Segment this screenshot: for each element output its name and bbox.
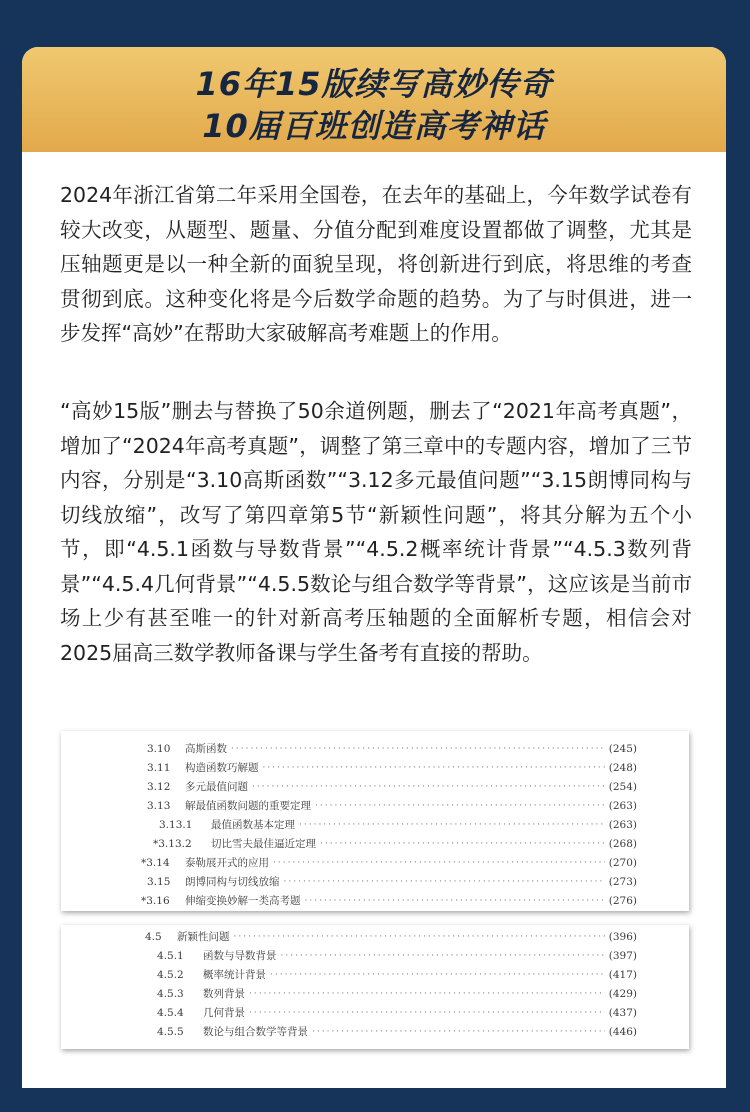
toc-leader-dots — [234, 928, 605, 947]
toc-title: 数列背景 — [203, 988, 245, 1000]
toc-excerpt-chapter-4 — [61, 925, 689, 1049]
intro-paragraph: 2024年浙江省第二年采用全国卷，在去年的基础上，今年数学试卷有较大改变，从题型、题量、分值分配到难度设置都做了调整，尤其是压轴题更是以一种全新的面貌呈现，将创新进行到底，将思维的考查贯彻到底。这种变化将是今后数学命题的趋势。为了与时俱进，进一步发挥“高妙”在帮助大家破解高考难题上的作用。 — [60, 183, 692, 345]
toc-number: *3.13.2 — [153, 838, 192, 850]
toc-leader-dots — [231, 740, 605, 759]
toc-page-number: (276) — [608, 895, 637, 907]
toc-leader-dots — [273, 854, 605, 873]
banner-title-line-1: 16年15版续写高妙传奇 — [195, 65, 553, 103]
toc-leader-dots — [305, 892, 605, 911]
banner-title-line-2: 10届百班创造高考神话 — [202, 107, 546, 145]
toc-leader-dots — [249, 985, 605, 1004]
toc-row — [157, 1023, 637, 1042]
content-card — [22, 47, 726, 1088]
toc-page-number: (396) — [608, 931, 637, 943]
toc-page-number: (263) — [608, 819, 637, 831]
toc-leader-dots — [312, 1023, 605, 1042]
toc-title: 多元最值问题 — [185, 781, 248, 793]
toc-leader-dots — [270, 966, 605, 985]
toc-number: 4.5.1 — [157, 950, 184, 962]
toc-title: 伸缩变换妙解一类高考题 — [185, 895, 301, 907]
title-banner — [22, 47, 726, 152]
toc-page-number: (429) — [608, 988, 637, 1000]
toc-number: 4.5 — [145, 931, 162, 943]
toc-title: 构造函数巧解题 — [185, 762, 259, 774]
toc-number: 3.12 — [147, 781, 171, 793]
changes-paragraph: “高妙15版”删去与替换了50余道例题，删去了“2021年高考真题”，增加了“2024年高考真题”，调整了第三章中的专题内容，增加了三节内容，分别是“3.10高斯函数”“3.12多元最值问题”“3.15朗博同构与切线放缩”，改写了第四章第5节“新颖性问题”，将其分解为五个小节，即“4.5.1函数与导数背景”“4.5.2概率统计背景”“4.5.3数列背景”“4.5.4几何背景”“4.5.5数论与组合数学等背景”，这应该是当前市场上少有甚至唯一的针对新高考压轴题的全面解析专题，相信会对2025届高三数学教师备课与学生备考有直接的帮助。 — [60, 399, 692, 665]
toc-number: *3.14 — [141, 857, 170, 869]
toc-page-number: (270) — [608, 857, 637, 869]
toc-page-number: (248) — [608, 762, 637, 774]
toc-row — [147, 759, 637, 778]
toc-row — [145, 928, 637, 947]
toc-number: 4.5.3 — [157, 988, 184, 1000]
toc-page-number: (417) — [608, 969, 637, 981]
toc-excerpt-chapter-3 — [61, 731, 689, 911]
toc-number: 4.5.5 — [157, 1026, 184, 1038]
toc-number: 3.15 — [147, 876, 171, 888]
toc-number: 3.11 — [147, 762, 171, 774]
toc-leader-dots — [263, 759, 605, 778]
toc-number: 4.5.2 — [157, 969, 184, 981]
toc-title: 数论与组合数学等背景 — [203, 1026, 308, 1038]
toc-leader-dots — [252, 778, 605, 797]
toc-page-number: (437) — [608, 1007, 637, 1019]
toc-title: 新颖性问题 — [177, 931, 230, 943]
toc-leader-dots — [299, 816, 605, 835]
toc-title: 几何背景 — [203, 1007, 245, 1019]
toc-page-number: (273) — [608, 876, 637, 888]
toc-leader-dots — [249, 1004, 605, 1023]
toc-page-number: (268) — [608, 838, 637, 850]
toc-row — [147, 797, 637, 816]
toc-row — [147, 778, 637, 797]
toc-row — [147, 740, 637, 759]
toc-row — [147, 873, 637, 892]
toc-row — [157, 947, 637, 966]
toc-row — [141, 854, 637, 873]
toc-row — [159, 816, 637, 835]
toc-title: 高斯函数 — [185, 743, 227, 755]
toc-page-number: (446) — [608, 1026, 637, 1038]
toc-number: 3.13.1 — [159, 819, 193, 831]
toc-title: 泰勒展开式的应用 — [185, 857, 269, 869]
toc-row — [157, 1004, 637, 1023]
toc-leader-dots — [320, 835, 605, 854]
toc-leader-dots — [281, 947, 605, 966]
toc-title: 朗博同构与切线放缩 — [185, 876, 280, 888]
toc-title: 最值函数基本定理 — [211, 819, 295, 831]
toc-page-number: (254) — [608, 781, 637, 793]
toc-page-number: (397) — [608, 950, 637, 962]
toc-page-number: (263) — [608, 800, 637, 812]
toc-row — [157, 985, 637, 1004]
toc-number: 3.10 — [147, 743, 171, 755]
toc-row — [157, 966, 637, 985]
toc-row — [153, 835, 637, 854]
toc-number: *3.16 — [141, 895, 170, 907]
toc-page-number: (245) — [608, 743, 637, 755]
toc-title: 函数与导数背景 — [203, 950, 277, 962]
toc-row — [141, 892, 637, 911]
toc-title: 概率统计背景 — [203, 969, 266, 981]
toc-number: 3.13 — [147, 800, 171, 812]
toc-title: 切比雪夫最佳逼近定理 — [211, 838, 316, 850]
toc-leader-dots — [284, 873, 605, 892]
toc-title: 解最值函数问题的重要定理 — [185, 800, 311, 812]
toc-leader-dots — [315, 797, 605, 816]
toc-number: 4.5.4 — [157, 1007, 184, 1019]
